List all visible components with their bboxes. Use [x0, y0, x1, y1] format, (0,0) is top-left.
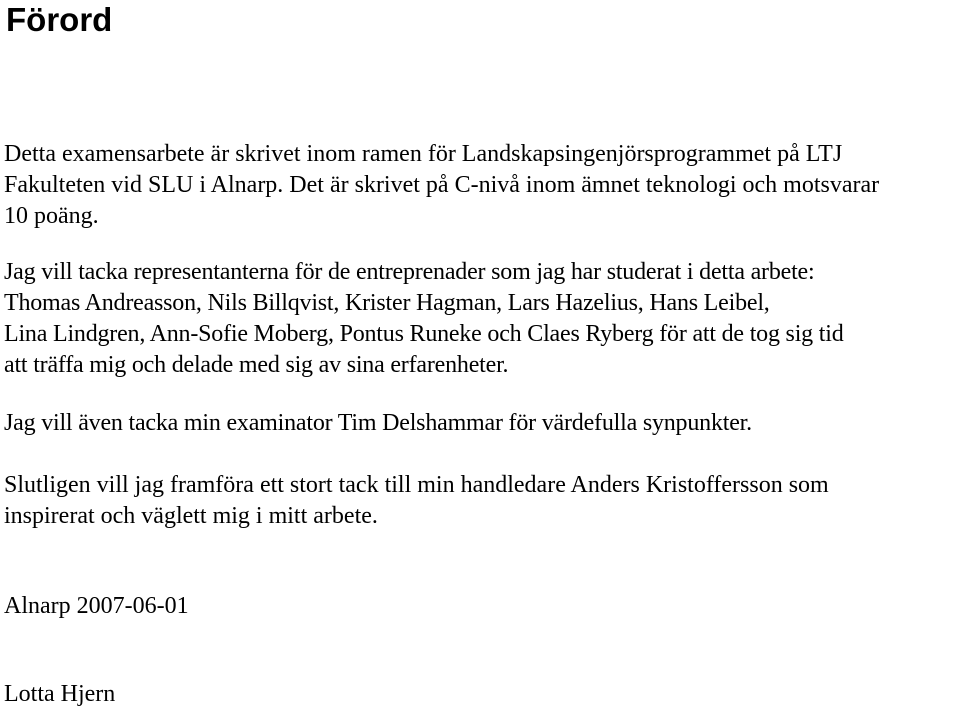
- supervisor-paragraph: Slutligen vill jag framföra ett stort tack till min handledare Anders Kristoffersson som inspirerat och väglett mig i mitt arbete.: [4, 472, 829, 529]
- page-title: Förord: [6, 1, 113, 38]
- place-date: Alnarp 2007-06-01: [4, 593, 189, 619]
- intro-paragraph: Detta examensarbete är skrivet inom ramen för Landskapsingenjörsprogrammet på LTJ Fakulteten vid SLU i Alnarp. Det är skrivet på C-nivå inom ämnet teknologi och motsvarar 10 poäng.: [4, 141, 880, 229]
- thanks-paragraph: Jag vill tacka representanterna för de entreprenader som jag har studerat i detta arbete: Thomas Andreasson, Nils Billqvist, Krister Hagman, Lars Hazelius, Hans Leibel, Lina Lindgren, Ann-Sofie Moberg, Pontus Runeke och Claes Ryberg för att de tog sig tid att träffa mig och delade med sig av sina erfarenheter.: [4, 259, 844, 378]
- author-signature: Lotta Hjern: [4, 681, 116, 707]
- examiner-paragraph: Jag vill även tacka min examinator Tim Delshammar för värdefulla synpunkter.: [4, 410, 752, 436]
